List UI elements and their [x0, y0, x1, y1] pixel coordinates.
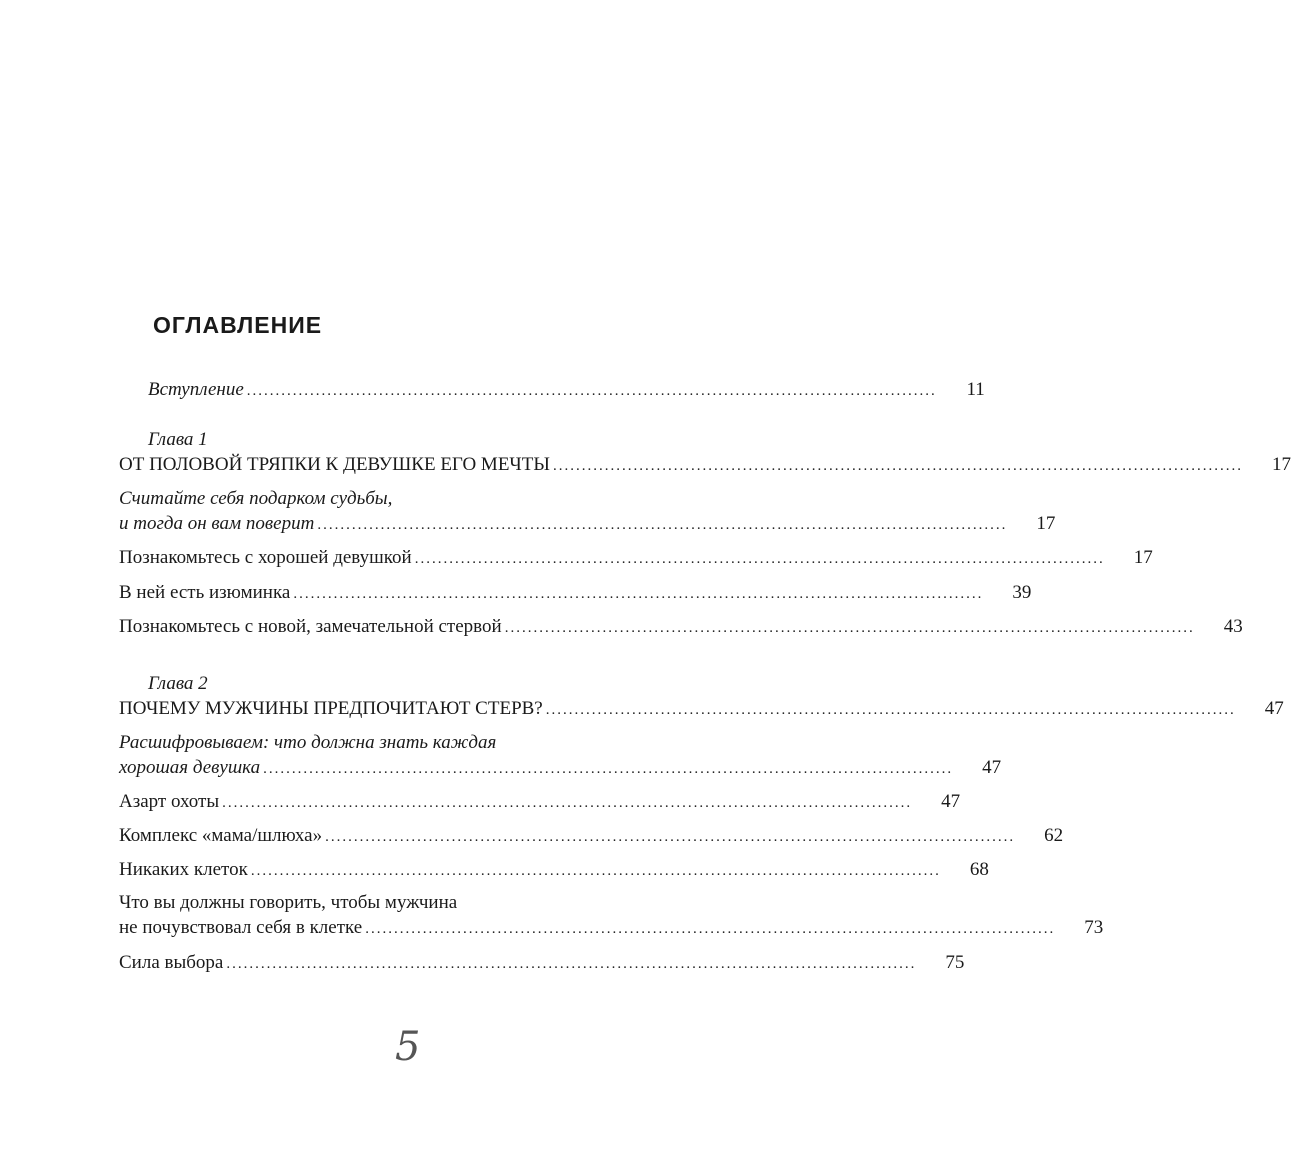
toc-entry-label: Сила выбора [119, 952, 224, 973]
toc-entry-label: и тогда он вам поверит [119, 513, 315, 534]
chapter-2-label: Глава 2 [148, 673, 208, 694]
dot-leader: ........................................................................................................................ [365, 921, 1056, 937]
toc-title: ОГЛАВЛЕНИЕ [153, 312, 323, 338]
toc-entry-label: В ней есть изюминка [119, 582, 291, 603]
toc-entry-label: хорошая девушка [119, 757, 261, 778]
toc-entry [119, 951, 965, 975]
chapter-2-heading [119, 697, 1284, 721]
dot-leader: ........................................................................................................................ [414, 551, 1105, 567]
chapter-1-label: Глава 1 [148, 429, 208, 450]
toc-entry-line1: Считайте себя подарком судьбы, [119, 488, 393, 509]
toc-entry-page: 39 [1012, 582, 1032, 603]
toc-entry-line1: Что вы должны говорить, чтобы мужчина [119, 892, 458, 913]
dot-leader: ........................................................................................................................ [545, 702, 1236, 718]
toc-entry-intro [148, 378, 985, 402]
toc-entry-page: 11 [966, 379, 985, 400]
toc-entry [119, 581, 1032, 605]
toc-entry [119, 858, 989, 882]
toc-entry [119, 916, 1104, 940]
toc-entry-label: Познакомьтесь с хорошей девушкой [119, 547, 412, 568]
toc-entry-page: 73 [1084, 917, 1104, 938]
chapter-heading-text: ПОЧЕМУ МУЖЧИНЫ ПРЕДПОЧИТАЮТ СТЕРВ? [119, 698, 543, 719]
toc-entry-page: 75 [945, 952, 965, 973]
dot-leader: ........................................................................................................................ [293, 586, 984, 602]
page-number: 5 [395, 1024, 421, 1070]
toc-entry-label: Вступление [148, 379, 244, 400]
toc-entry-page: 47 [982, 757, 1002, 778]
dot-leader: ........................................................................................................................ [504, 620, 1195, 636]
toc-entry-line1: Расшифровываем: что должна знать каждая [119, 732, 497, 753]
chapter-heading-text: ОТ ПОЛОВОЙ ТРЯПКИ К ДЕВУШКЕ ЕГО МЕЧТЫ [119, 454, 550, 475]
dot-leader: ........................................................................................................................ [263, 761, 954, 777]
toc-entry-page: 47 [1264, 698, 1284, 719]
toc-entry-label: Азарт охоты [119, 791, 220, 812]
dot-leader: ........................................................................................................................ [250, 863, 941, 879]
toc-entry-label: Познакомьтесь с новой, замечательной стервой [119, 616, 502, 637]
toc-entry-page: 43 [1223, 616, 1243, 637]
dot-leader: ........................................................................................................................ [226, 956, 917, 972]
toc-entry-label: не почувствовал себя в клетке [119, 917, 363, 938]
dot-leader: ........................................................................................................................ [222, 795, 913, 811]
dot-leader: ........................................................................................................................ [325, 829, 1016, 845]
chapter-1-heading [119, 453, 1291, 477]
toc-entry [119, 615, 1243, 639]
toc-entry-page: 17 [1133, 547, 1153, 568]
toc-entry-page: 47 [941, 791, 961, 812]
toc-entry [119, 790, 961, 814]
toc-entry-page: 62 [1044, 825, 1064, 846]
toc-entry-label: Никаких клеток [119, 859, 248, 880]
toc-entry [119, 756, 1002, 780]
toc-entry [119, 824, 1064, 848]
toc-entry-page: 17 [1036, 513, 1056, 534]
toc-entry-page: 17 [1271, 454, 1291, 475]
toc-entry-label: Комплекс «мама/шлюха» [119, 825, 323, 846]
toc-entry [119, 546, 1153, 570]
toc-entry [119, 512, 1056, 536]
dot-leader: ........................................................................................................................ [552, 458, 1243, 474]
dot-leader: ........................................................................................................................ [246, 383, 937, 399]
dot-leader: ........................................................................................................................ [317, 517, 1008, 533]
toc-entry-page: 68 [969, 859, 989, 880]
